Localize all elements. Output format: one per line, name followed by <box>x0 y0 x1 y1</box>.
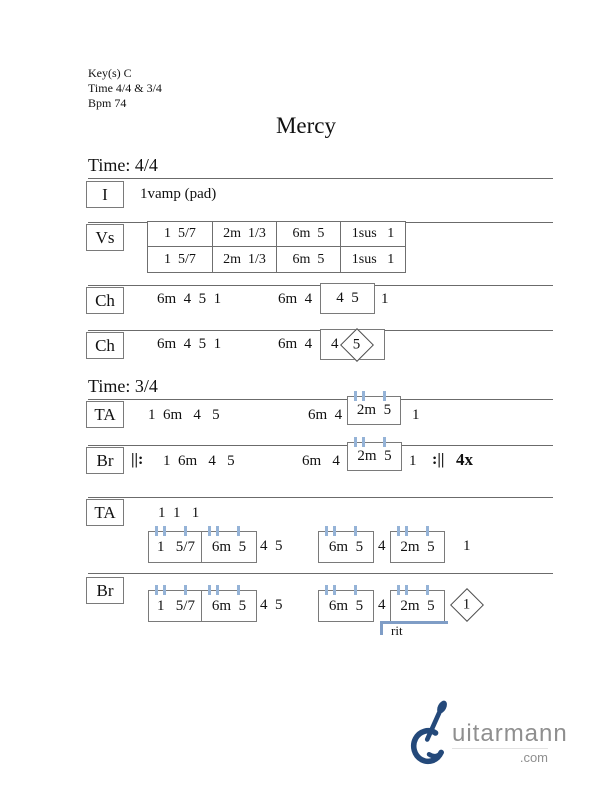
push-tick-icon <box>163 526 166 536</box>
chorus2-phrase2: 6m 4 <box>278 336 313 352</box>
turnaround2-push-box <box>201 531 257 563</box>
push-box-chords: 2m 5 <box>356 402 392 418</box>
push-tick-icon <box>362 391 365 401</box>
push-tick-icon <box>426 585 429 595</box>
bridge1-push-box <box>347 442 402 471</box>
verse-cell: 1 5/7 <box>148 222 213 247</box>
verse-cell: 6m 5 <box>277 247 341 272</box>
bridge2-push-box <box>390 590 445 622</box>
verse-cell: 6m 5 <box>277 222 341 247</box>
section-divider <box>88 445 553 446</box>
push-tick-icon <box>405 585 408 595</box>
push-box-chords: 6m 5 <box>211 597 247 614</box>
push-tick-icon <box>216 526 219 536</box>
push-tick-icon <box>383 437 386 447</box>
section-divider <box>88 497 553 498</box>
section-label-turnaround: TA <box>86 499 124 526</box>
turnaround1-push-box <box>347 396 401 425</box>
bridge2-push-box <box>148 590 204 622</box>
chorus1-phrase2: 6m 4 <box>278 291 313 307</box>
push-tick-icon <box>184 526 187 536</box>
push-tick-icon <box>354 526 357 536</box>
section-divider <box>88 178 553 179</box>
turnaround2-mid2: 4 <box>378 538 386 554</box>
bridge2-push-box <box>201 590 257 622</box>
verse-cell: 1 5/7 <box>148 247 213 272</box>
push-tick-icon <box>354 437 357 447</box>
bridge1-after: 1 <box>409 453 417 469</box>
push-tick-icon <box>333 585 336 595</box>
turnaround2-mid1: 4 5 <box>260 538 283 554</box>
push-tick-icon <box>208 585 211 595</box>
section-label-bridge: Br <box>86 577 124 604</box>
logo-tld: .com <box>452 748 548 765</box>
push-box-chords: 2m 5 <box>400 597 435 614</box>
chorus1-phrase1: 6m 4 5 1 <box>157 291 222 307</box>
chorus1-after: 1 <box>381 291 389 307</box>
push-box-chords: 6m 5 <box>328 597 364 614</box>
bridge2-mid1: 4 5 <box>260 597 283 613</box>
song-title: Mercy <box>275 113 337 138</box>
song-time-signatures: Time 4/4 & 3/4 <box>88 81 162 95</box>
push-tick-icon <box>426 526 429 536</box>
push-box-chords: 1 5/7 <box>157 538 195 555</box>
turnaround2-after: 1 <box>463 538 471 554</box>
push-tick-icon <box>383 391 386 401</box>
push-tick-icon <box>362 437 365 447</box>
guitarmann-logo <box>405 698 568 770</box>
verse-row <box>148 247 405 272</box>
song-key: Key(s) C <box>88 66 132 80</box>
verse-cell: 1sus 1 <box>351 251 395 267</box>
logo-wordmark: uitarmann <box>452 720 568 747</box>
push-tick-icon <box>155 585 158 595</box>
push-tick-icon <box>397 526 400 536</box>
push-box-chords: 6m 5 <box>211 538 247 555</box>
section-label-turnaround: TA <box>86 401 124 428</box>
time-44-heading: Time: 4/4 <box>88 155 158 175</box>
section-divider <box>88 399 553 400</box>
push-tick-icon <box>163 585 166 595</box>
turnaround2-push-box <box>318 531 374 563</box>
push-tick-icon <box>354 585 357 595</box>
push-box-chords: 6m 5 <box>328 538 364 555</box>
guitar-g-icon <box>405 698 455 768</box>
push-tick-icon <box>405 526 408 536</box>
push-tick-icon <box>216 585 219 595</box>
rit-bracket-hook <box>380 621 383 635</box>
push-tick-icon <box>208 526 211 536</box>
verse-cell: 2m 1/3 <box>213 222 277 247</box>
push-tick-icon <box>155 526 158 536</box>
verse-row <box>148 222 405 247</box>
turnaround2-push-box <box>390 531 445 563</box>
repeat-end-sign: :|| <box>432 451 445 468</box>
push-tick-icon <box>333 526 336 536</box>
turnaround1-phrase2: 6m 4 <box>308 407 343 423</box>
turnaround2-push-box <box>148 531 204 563</box>
section-label-bridge: Br <box>86 447 124 474</box>
diamond-marker <box>450 588 484 622</box>
intro-instruction: 1vamp (pad) <box>140 186 217 202</box>
section-label-intro: I <box>86 181 124 208</box>
bridge1-phrase2: 6m 4 <box>302 453 340 469</box>
time-34-heading: Time: 3/4 <box>88 376 158 396</box>
push-tick-icon <box>184 585 187 595</box>
repeat-start-sign: ||: <box>131 451 144 468</box>
push-tick-icon <box>354 391 357 401</box>
push-box-chords: 1 5/7 <box>157 597 195 614</box>
section-divider <box>88 573 553 574</box>
push-tick-icon <box>237 585 240 595</box>
diamond-chord: 5 <box>353 336 361 353</box>
push-tick-icon <box>325 585 328 595</box>
section-label-chorus: Ch <box>86 287 124 314</box>
verse-cell: 1sus 1 <box>341 222 405 247</box>
bridge2-push-box <box>318 590 374 622</box>
turnaround1-phrase1: 1 6m 4 5 <box>148 407 220 423</box>
turnaround1-after: 1 <box>412 407 420 423</box>
rit-label: rit <box>391 623 403 638</box>
section-label-chorus: Ch <box>86 332 124 359</box>
push-tick-icon <box>325 526 328 536</box>
song-bpm: Bpm 74 <box>88 96 127 110</box>
bridge2-mid2: 4 <box>378 597 386 613</box>
bridge1-phrase1: 1 6m 4 5 <box>163 453 235 469</box>
push-box-chords: 2m 5 <box>400 538 435 555</box>
verse-chord-table <box>147 221 406 273</box>
section-label-verse: Vs <box>86 224 124 251</box>
diamond-chord: 1 <box>463 596 471 613</box>
chorus2-emphasis-box: 4 <box>320 329 385 360</box>
push-box-chords: 2m 5 <box>357 448 392 464</box>
verse-cell: 2m 1/3 <box>213 247 277 272</box>
chorus2-phrase1: 6m 4 5 1 <box>157 336 222 352</box>
turnaround2-line1: 1 1 1 <box>158 505 200 521</box>
chorus1-emphasis-box: 4 5 <box>320 283 375 314</box>
push-tick-icon <box>397 585 400 595</box>
repeat-count: 4x <box>456 450 473 469</box>
push-tick-icon <box>237 526 240 536</box>
